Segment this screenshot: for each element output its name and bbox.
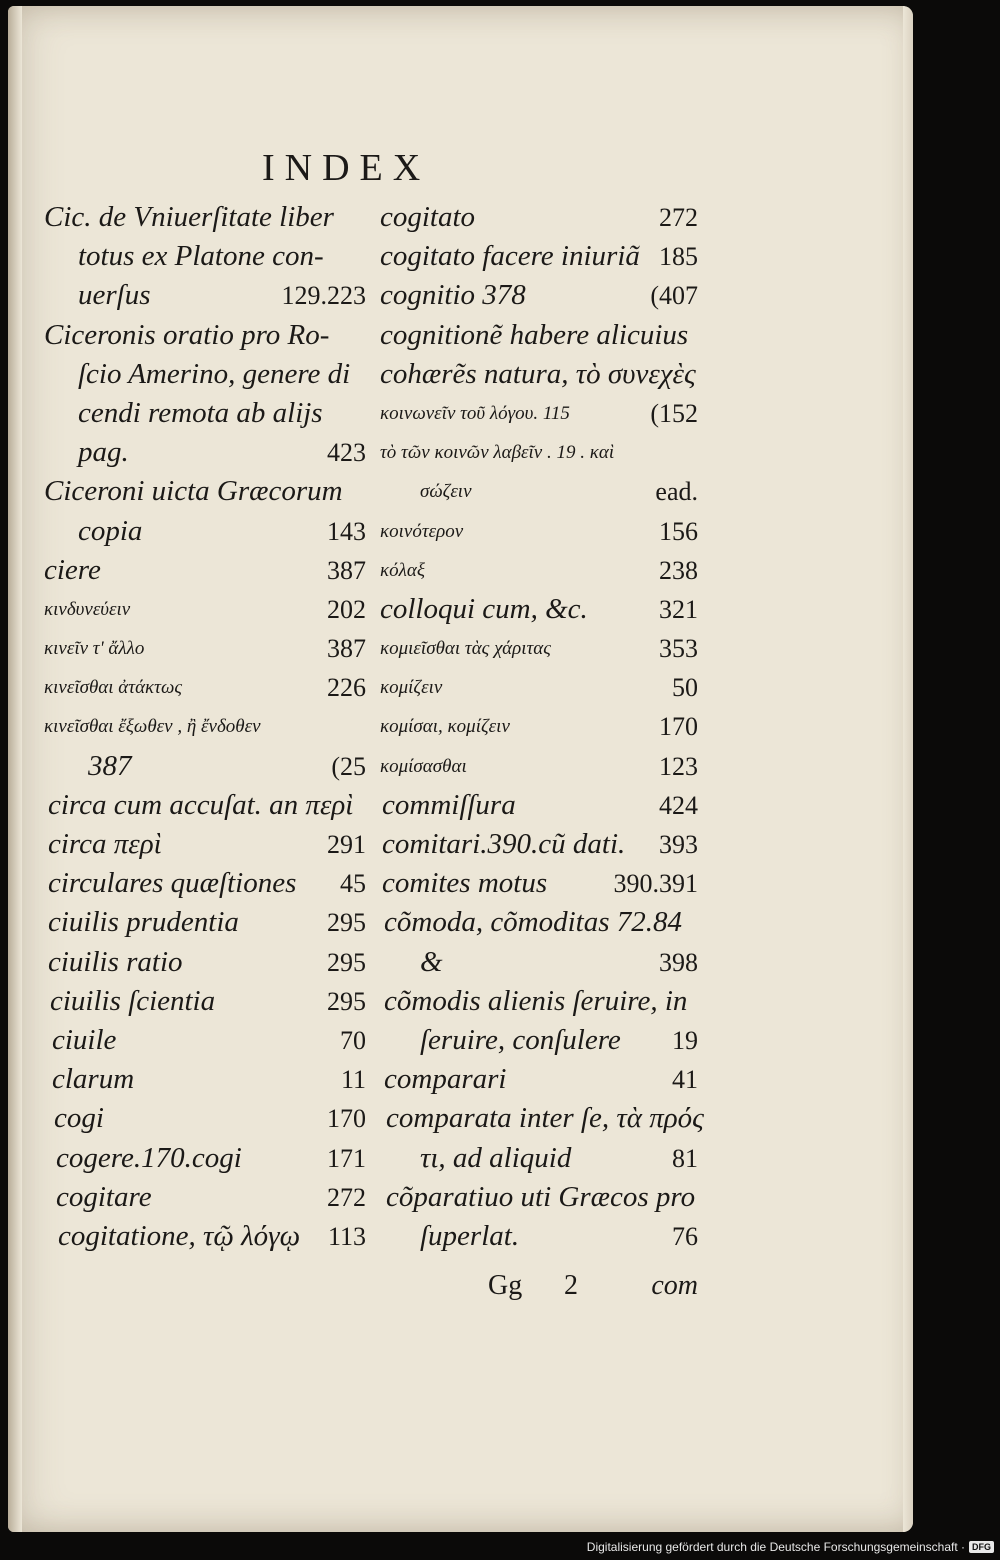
index-entry bbox=[44, 512, 366, 551]
index-entry bbox=[380, 864, 698, 903]
index-term: ſuperlat. bbox=[420, 1219, 520, 1252]
index-entry bbox=[44, 472, 366, 511]
index-entry bbox=[44, 1178, 366, 1217]
index-entry bbox=[380, 903, 698, 942]
footer-credit-text: Digitalisierung gefördert durch die Deutsche Forschungsgemeinschaft · bbox=[586, 1540, 965, 1554]
index-entry bbox=[380, 982, 698, 1021]
page-edge bbox=[903, 6, 913, 1532]
index-term: κοινωνεῖν τοῦ λόγου. 115 bbox=[380, 402, 570, 424]
index-page-ref: 143 bbox=[327, 516, 366, 546]
index-page-ref: 81 bbox=[672, 1143, 698, 1173]
index-term: cogitare bbox=[56, 1180, 152, 1213]
index-entry bbox=[380, 276, 698, 315]
index-term: copia bbox=[78, 514, 143, 547]
index-term: Cic. de Vniuerſitate liber bbox=[44, 201, 334, 233]
index-term: 387 bbox=[88, 749, 132, 782]
index-term: κινεῖσθαι ἔξωθεν , ἢ ἔνδοθεν bbox=[44, 716, 261, 738]
index-term: κομίσαι, κομίζειν bbox=[380, 716, 510, 738]
index-term: cogitato bbox=[380, 201, 476, 233]
index-term: ciere bbox=[44, 553, 101, 586]
index-entry bbox=[380, 316, 698, 355]
index-page-ref: 113 bbox=[327, 1221, 366, 1251]
index-term: cohærẽs natura, τὸ συνεχὲς bbox=[380, 357, 696, 390]
index-term: cognitio 378 bbox=[380, 279, 526, 312]
index-term: cognitionẽ habere alicuius bbox=[380, 318, 689, 351]
dfg-logo-icon: DFG bbox=[969, 1541, 994, 1553]
index-entry bbox=[380, 394, 698, 433]
index-entry bbox=[44, 433, 366, 472]
index-page-ref: 185 bbox=[659, 242, 698, 272]
index-term: κόλαξ bbox=[380, 559, 425, 581]
index-entry bbox=[44, 1139, 366, 1178]
index-page-ref: 123 bbox=[659, 751, 698, 781]
index-term: circa cum accuſat. an περὶ bbox=[48, 788, 354, 821]
index-entry bbox=[44, 551, 366, 590]
index-term: ciuilis ratio bbox=[48, 945, 183, 978]
index-term: cendi remota ab alijs bbox=[78, 396, 323, 429]
index-page-ref: 170 bbox=[327, 1104, 366, 1134]
index-entry bbox=[44, 707, 366, 746]
index-term: circa περὶ bbox=[48, 828, 162, 860]
index-entry bbox=[380, 433, 698, 472]
index-term: ſeruire, conſulere bbox=[420, 1023, 621, 1056]
index-entry bbox=[380, 472, 698, 511]
index-entry bbox=[380, 1060, 698, 1099]
index-page-ref: 41 bbox=[672, 1065, 698, 1095]
index-page-ref: 423 bbox=[327, 438, 366, 468]
index-term: totus ex Platone con- bbox=[78, 240, 324, 273]
index-column-right bbox=[380, 198, 704, 1308]
index-page-ref: (25 bbox=[331, 751, 366, 781]
index-page-ref: 353 bbox=[659, 634, 698, 664]
page-spine bbox=[8, 6, 22, 1532]
index-entry bbox=[380, 825, 698, 864]
index-term: Ciceronis oratio pro Ro- bbox=[44, 318, 330, 351]
index-entry bbox=[380, 1139, 698, 1178]
index-entry bbox=[380, 747, 698, 786]
index-term: ſcio Amerino, genere di bbox=[78, 357, 351, 390]
index-term: σώζειν bbox=[420, 481, 472, 503]
index-page-ref: ead. bbox=[655, 477, 698, 507]
index-entry bbox=[44, 1217, 366, 1256]
index-page-ref: 295 bbox=[327, 947, 366, 977]
index-term: ciuile bbox=[52, 1023, 117, 1056]
index-entry bbox=[380, 1021, 698, 1060]
index-entry bbox=[44, 1021, 366, 1060]
index-page-ref: 398 bbox=[659, 947, 698, 977]
index-page-ref: 387 bbox=[327, 555, 366, 585]
index-term: τὸ τῶν κοινῶν λαβεῖν . 19 . καὶ bbox=[380, 442, 615, 464]
index-page-ref: 70 bbox=[340, 1025, 366, 1055]
index-page-ref: 156 bbox=[659, 516, 698, 546]
index-term: comparata inter ſe, τὰ πρός bbox=[386, 1102, 704, 1135]
index-term: κινεῖσθαι ἀτάκτως bbox=[44, 677, 183, 699]
index-page-ref: 321 bbox=[659, 594, 698, 624]
index-page-ref: 295 bbox=[327, 908, 366, 938]
signature-mark: Gg bbox=[488, 1270, 523, 1301]
index-entry bbox=[44, 1099, 366, 1138]
index-entry bbox=[44, 198, 366, 237]
index-entry bbox=[44, 668, 366, 707]
index-column-left bbox=[44, 198, 366, 1308]
index-entry bbox=[380, 629, 698, 668]
index-term: cogitato facere iniuriã bbox=[380, 240, 640, 273]
index-entry bbox=[380, 551, 698, 590]
index-term: uerſus bbox=[78, 279, 151, 312]
index-term: comites motus bbox=[382, 867, 548, 900]
index-page-ref: 393 bbox=[659, 830, 698, 859]
running-head: INDEX bbox=[262, 147, 431, 189]
index-entry bbox=[44, 316, 366, 355]
index-term: commiſſura bbox=[382, 788, 516, 821]
index-term: cogitatione, τῷ λόγῳ bbox=[58, 1219, 301, 1252]
index-term: τι, ad aliquid bbox=[420, 1141, 572, 1174]
index-page-ref: 202 bbox=[327, 594, 366, 624]
index-term: & bbox=[420, 945, 443, 978]
index-entry bbox=[380, 1217, 698, 1256]
index-entry bbox=[380, 1099, 704, 1138]
index-entry bbox=[380, 786, 698, 825]
index-term: κομιεῖσθαι τὰς χάριτας bbox=[380, 638, 551, 660]
index-entry bbox=[380, 1178, 698, 1217]
index-entry bbox=[44, 355, 366, 394]
index-term: κομίσασθαι bbox=[380, 755, 467, 777]
index-page-ref: (152 bbox=[650, 398, 698, 428]
index-entry bbox=[44, 747, 366, 786]
index-term: clarum bbox=[52, 1063, 135, 1096]
index-term: comparari bbox=[384, 1063, 507, 1096]
index-page-ref: 170 bbox=[659, 712, 698, 742]
catchline bbox=[380, 1270, 698, 1310]
index-term: κινδυνεύειν bbox=[44, 598, 131, 620]
index-page-ref: 387 bbox=[327, 634, 366, 664]
footer-credit bbox=[587, 1538, 994, 1556]
index-page-ref: 424 bbox=[659, 790, 698, 820]
index-term: κινεῖν τ' ἄλλο bbox=[44, 638, 145, 660]
index-entry bbox=[44, 825, 366, 864]
index-entry bbox=[380, 237, 698, 276]
index-term: κομίζειν bbox=[380, 677, 443, 699]
catchword: com bbox=[651, 1270, 698, 1301]
index-entry bbox=[44, 943, 366, 982]
signature-number: 2 bbox=[564, 1270, 578, 1301]
index-term: cõparatiuo uti Græcos pro bbox=[386, 1180, 696, 1213]
index-entry bbox=[44, 629, 366, 668]
index-entry bbox=[380, 355, 698, 394]
index-page-ref: 291 bbox=[327, 830, 366, 859]
index-page-ref: 11 bbox=[340, 1065, 366, 1095]
index-page-ref: 129.223 bbox=[281, 281, 366, 311]
index-entry bbox=[44, 864, 366, 903]
index-term: circulares quæſtiones bbox=[48, 867, 297, 900]
index-term: cõmoda, cõmoditas 72.84 bbox=[384, 906, 683, 939]
index-page-ref: 390.391 bbox=[613, 869, 698, 899]
index-term: Ciceroni uicta Græcorum bbox=[44, 475, 343, 508]
index-page-ref: (407 bbox=[650, 281, 698, 311]
index-entry bbox=[44, 786, 366, 825]
index-term: ciuilis ſcientia bbox=[50, 984, 216, 1017]
index-entry bbox=[44, 982, 366, 1021]
index-term: cõmodis alienis ſeruire, in bbox=[384, 984, 688, 1017]
index-entry bbox=[380, 198, 698, 237]
index-entry bbox=[44, 590, 366, 629]
index-term: colloqui cum, &c. bbox=[380, 592, 588, 625]
index-entry bbox=[380, 707, 698, 746]
index-term: pag. bbox=[78, 436, 129, 469]
index-term: κοινότερον bbox=[380, 520, 464, 542]
index-term: cogere.170.cogi bbox=[56, 1141, 242, 1174]
index-entry bbox=[380, 943, 698, 982]
index-page-ref: 226 bbox=[327, 673, 366, 703]
index-entry bbox=[44, 276, 366, 315]
index-term: comitari.390.cũ dati. bbox=[382, 828, 626, 860]
index-page-ref: 19 bbox=[672, 1025, 698, 1055]
index-term: cogi bbox=[54, 1102, 104, 1135]
index-page-ref: 45 bbox=[340, 869, 366, 899]
index-page-ref: 295 bbox=[327, 986, 366, 1016]
index-page-ref: 171 bbox=[327, 1143, 366, 1173]
index-entry bbox=[380, 590, 698, 629]
index-page-ref: 50 bbox=[672, 673, 698, 703]
index-page-ref: 272 bbox=[659, 203, 698, 232]
index-entry bbox=[44, 394, 366, 433]
index-entry bbox=[44, 903, 366, 942]
index-page-ref: 238 bbox=[659, 555, 698, 585]
index-entry bbox=[380, 512, 698, 551]
index-page-ref: 272 bbox=[327, 1182, 366, 1212]
index-entry bbox=[380, 668, 698, 707]
index-term: ciuilis prudentia bbox=[48, 906, 239, 939]
index-page-ref: 76 bbox=[672, 1221, 698, 1251]
index-entry bbox=[44, 1060, 366, 1099]
index-entry bbox=[44, 237, 366, 276]
